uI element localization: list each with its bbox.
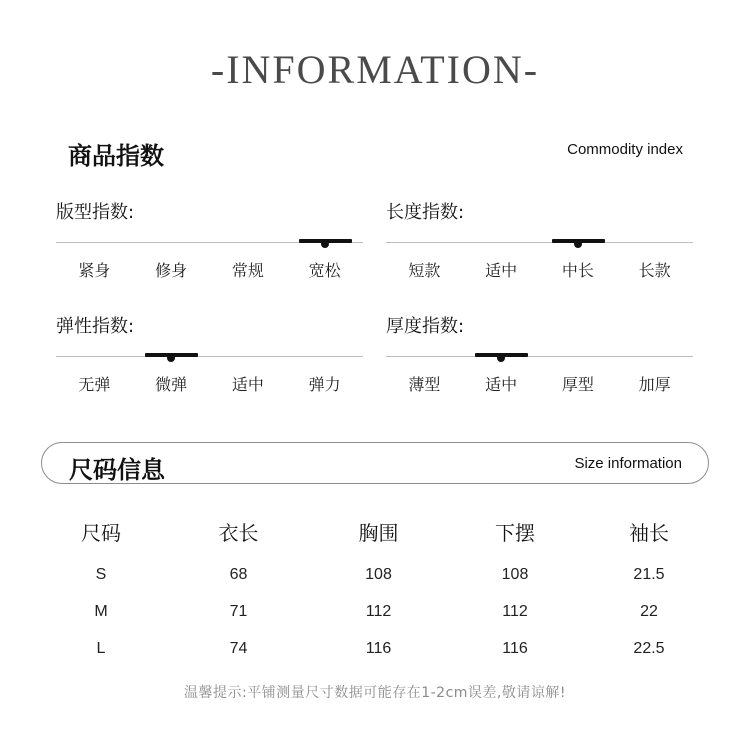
thickness-index-scale	[386, 356, 693, 357]
column-header: 下摆	[495, 520, 535, 545]
table-cell: 112	[365, 602, 392, 620]
table-cell: 108	[365, 565, 392, 583]
thickness-option: 薄型	[408, 375, 441, 394]
table-cell: S	[95, 565, 107, 583]
fit-index-marker	[299, 239, 352, 243]
table-cell: 68	[229, 565, 248, 583]
length-index-marker	[552, 239, 605, 243]
elasticity-option: 微弹	[155, 375, 188, 394]
size-table-header-row	[41, 510, 709, 552]
fit-index	[56, 198, 363, 280]
table-row	[41, 593, 709, 630]
table-cell: M	[94, 602, 108, 620]
fit-option: 常规	[231, 261, 264, 280]
thickness-index	[386, 312, 693, 394]
commodity-index-heading: 商品指数	[68, 142, 164, 170]
table-cell: L	[96, 639, 106, 657]
length-index	[386, 198, 693, 280]
table-cell: 22	[640, 602, 658, 620]
elasticity-index	[56, 312, 363, 394]
length-option: 中长	[561, 261, 594, 280]
length-option: 适中	[485, 261, 518, 280]
table-cell: 116	[365, 639, 392, 657]
table-cell: 108	[501, 565, 529, 583]
column-header: 袖长	[629, 520, 669, 545]
table-cell: 71	[229, 602, 248, 620]
table-cell: 74	[229, 639, 248, 657]
fit-option: 紧身	[78, 261, 111, 280]
thickness-option: 加厚	[638, 375, 671, 394]
elasticity-option: 弹力	[308, 375, 341, 394]
column-header: 衣长	[218, 520, 259, 545]
fit-option: 宽松	[308, 261, 341, 280]
table-cell: 112	[502, 602, 528, 620]
size-info-header	[41, 442, 709, 484]
thickness-index-marker	[475, 353, 528, 357]
elasticity-index-marker	[145, 353, 198, 357]
table-cell: 21.5	[633, 565, 665, 583]
elasticity-option: 适中	[231, 375, 264, 394]
fit-index-label: 版型指数:	[56, 202, 135, 223]
table-cell: 116	[502, 639, 528, 657]
fit-option: 修身	[155, 261, 188, 280]
size-table	[41, 510, 709, 667]
column-header: 胸围	[358, 520, 399, 545]
table-cell: 22.5	[633, 639, 665, 657]
thickness-index-label: 厚度指数:	[386, 316, 465, 337]
measurement-note: 温馨提示:平铺测量尺寸数据可能存在1-2cm误差,敬请谅解!	[184, 685, 566, 701]
column-header: 尺码	[81, 520, 121, 545]
elasticity-index-scale	[56, 356, 363, 357]
size-info-heading: 尺码信息	[69, 456, 165, 484]
table-row	[41, 630, 709, 667]
thickness-option: 厚型	[561, 375, 594, 394]
thickness-option: 适中	[485, 375, 518, 394]
page-title: -INFORMATION-	[210, 47, 540, 92]
length-option: 长款	[638, 261, 671, 280]
length-index-scale	[386, 242, 693, 243]
length-index-label: 长度指数:	[386, 202, 465, 223]
elasticity-option: 无弹	[78, 375, 111, 394]
length-option: 短款	[408, 261, 441, 280]
marker-dot	[497, 354, 505, 362]
commodity-index-subheading: Commodity index	[567, 141, 683, 158]
elasticity-index-label: 弹性指数:	[56, 316, 135, 337]
marker-dot	[167, 354, 175, 362]
table-row	[41, 556, 709, 593]
marker-dot	[321, 240, 329, 248]
marker-dot	[574, 240, 582, 248]
size-info-subheading: Size information	[574, 455, 682, 472]
